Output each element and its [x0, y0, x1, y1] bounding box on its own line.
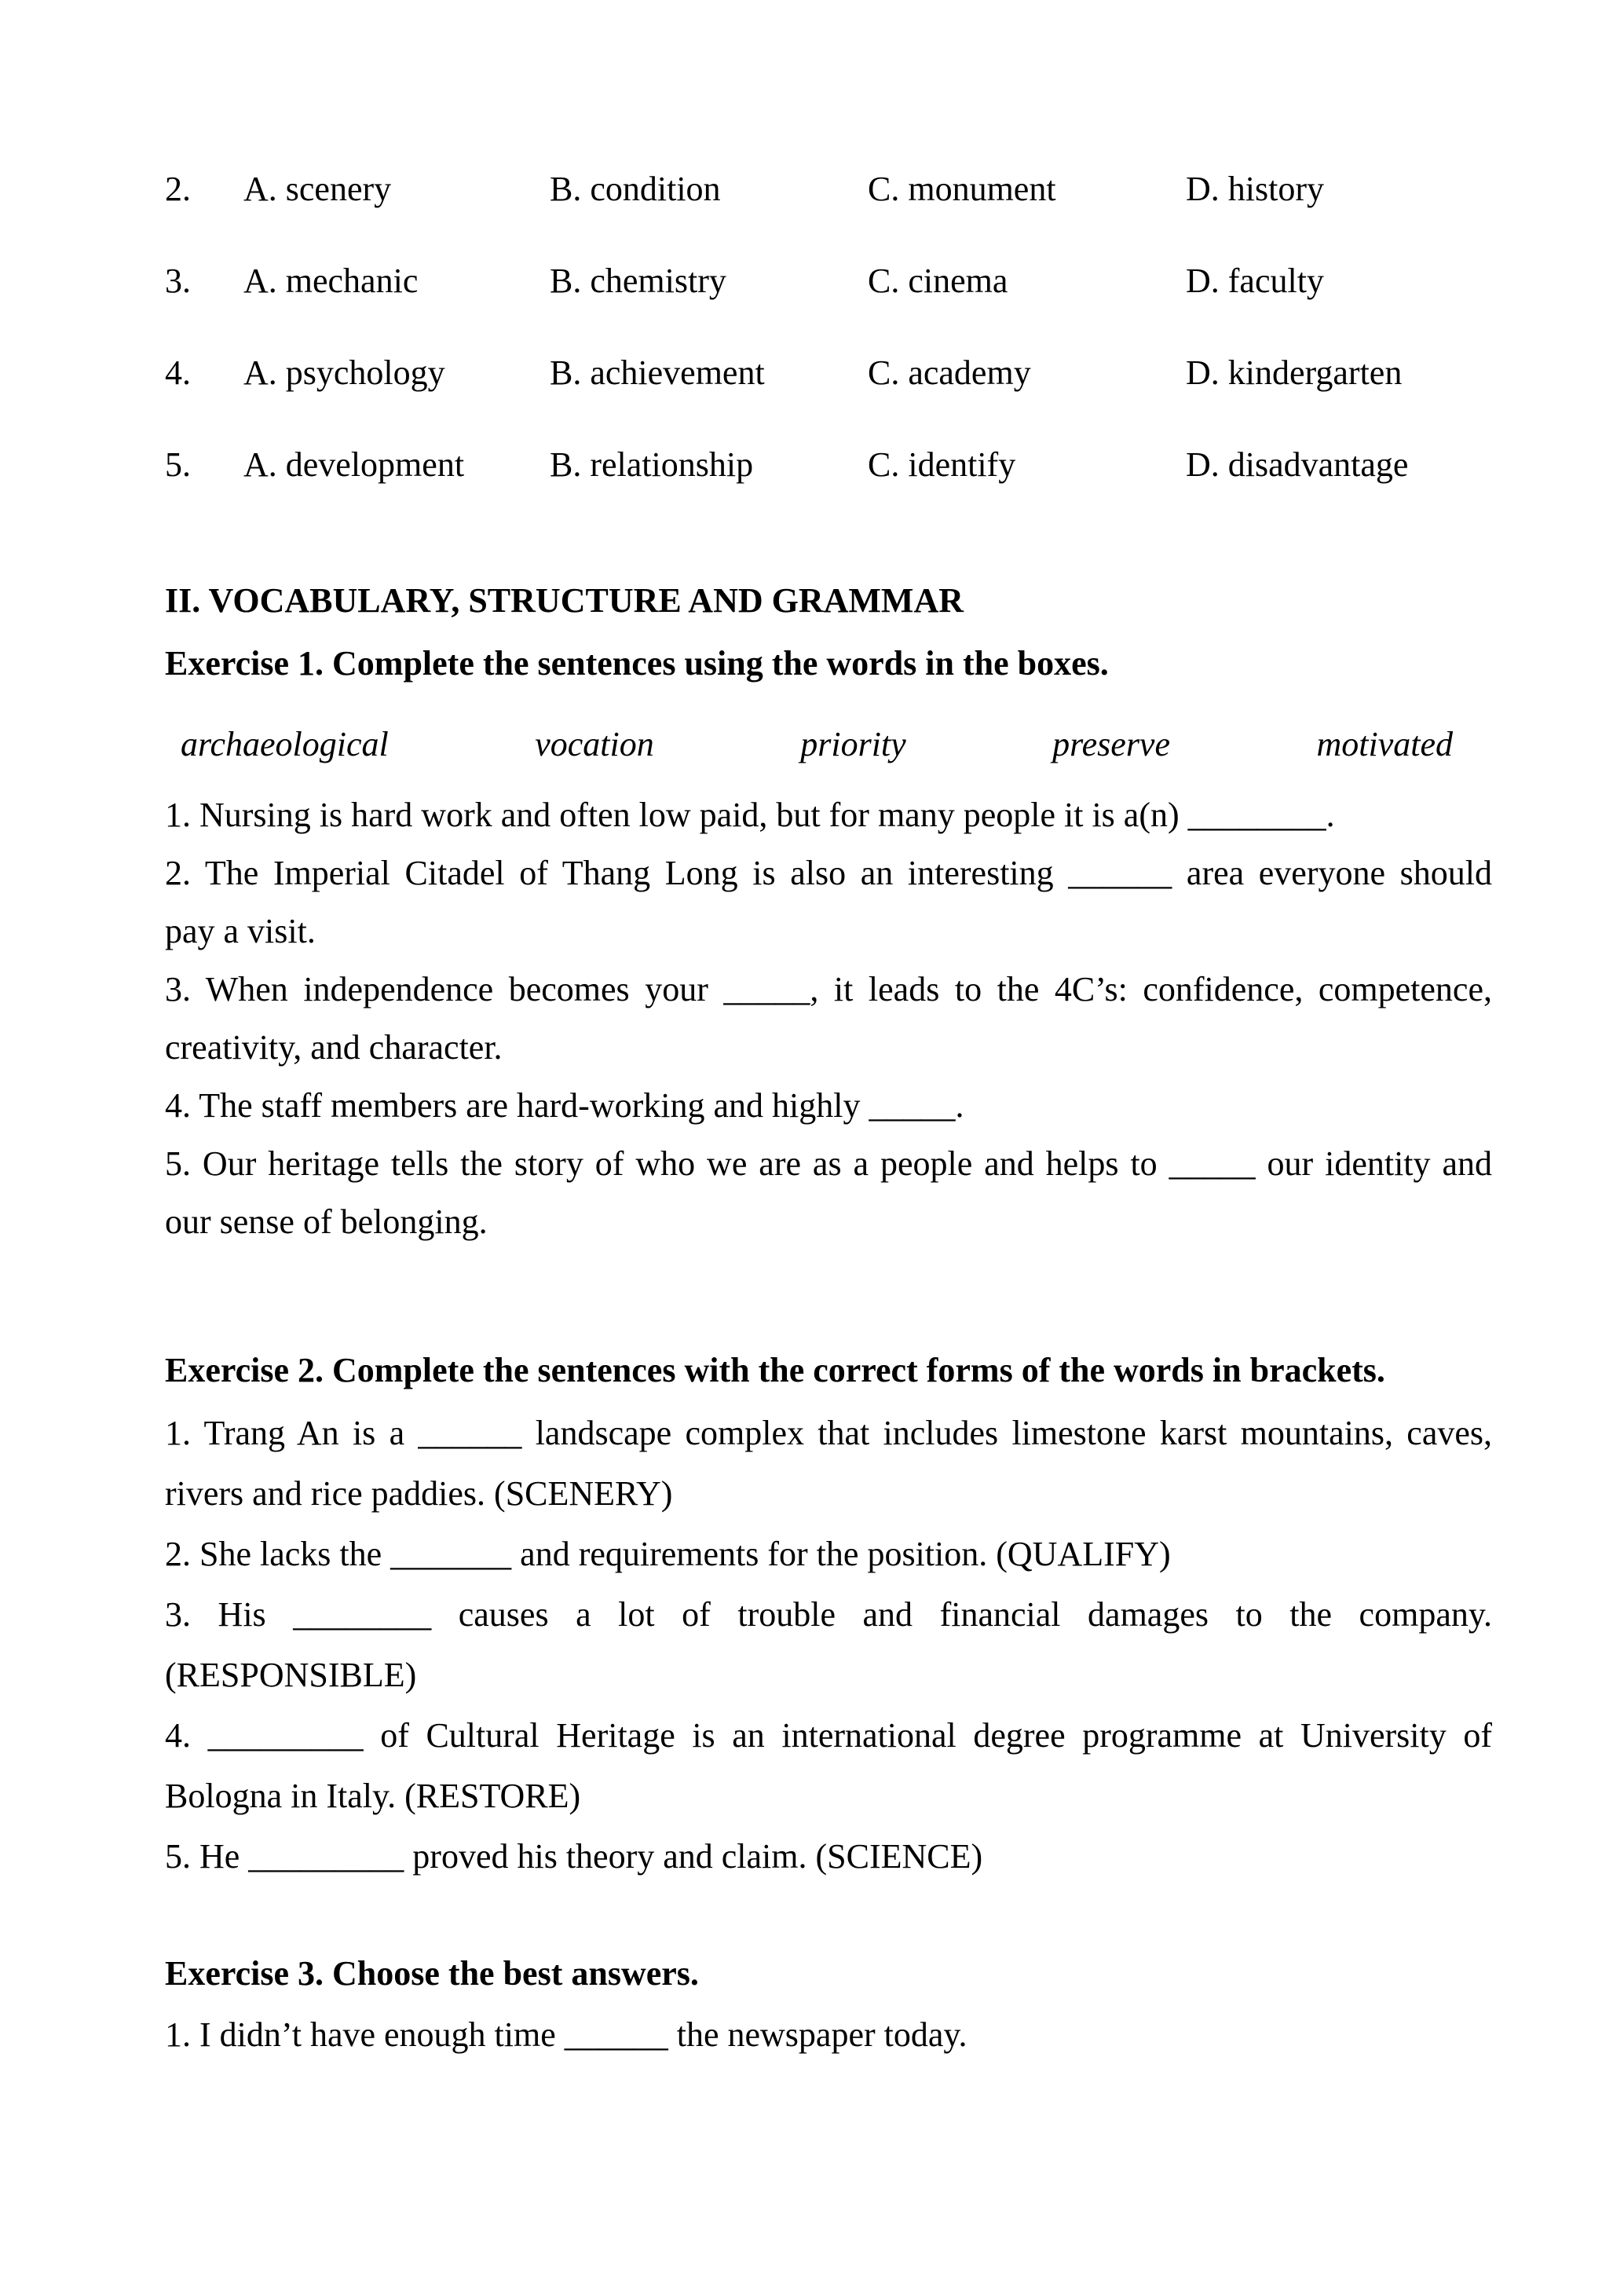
sentence-line: Bologna in Italy. (RESTORE) — [165, 1777, 581, 1815]
exercise2-sentences — [165, 1403, 1492, 1887]
option-d: D. kindergarten — [1186, 353, 1403, 392]
sentence-line: 5. Our heritage tells the story of who we are as a people and helps to _____ our identity and — [165, 1144, 1492, 1183]
option-d: D. history — [1186, 170, 1324, 208]
option-b: B. chemistry — [550, 262, 726, 300]
option-a: A. mechanic — [243, 262, 419, 300]
sentence-line: 4. _________ of Cultural Heritage is an international degree programme at University of — [165, 1716, 1492, 1755]
question-number: 3. — [165, 262, 191, 300]
exercise1-sentences — [165, 786, 1492, 1251]
sentence-line: 5. He _________ proved his theory and claim. (SCIENCE) — [165, 1837, 983, 1876]
exercise3-sentences — [165, 2004, 1492, 2065]
option-a: A. scenery — [243, 170, 392, 208]
sentence-line: 3. When independence becomes your _____, it leads to the 4C’s: confidence, competence, — [165, 970, 1492, 1008]
sentence-line: 3. His ________ causes a lot of trouble and financial damages to the company. — [165, 1595, 1492, 1634]
option-c: C. academy — [868, 353, 1031, 392]
exercise2-heading: Exercise 2. Complete the sentences with the correct forms of the words in brackets. — [165, 1351, 1385, 1389]
exercise1-heading: Exercise 1. Complete the sentences using the words in the boxes. — [165, 644, 1109, 683]
option-d: D. faculty — [1186, 262, 1324, 300]
section-title: II. VOCABULARY, STRUCTURE AND GRAMMAR — [165, 581, 964, 620]
word-bank — [165, 716, 1492, 773]
question-number: 4. — [165, 353, 191, 392]
word-bank-item: archaeological — [181, 725, 389, 763]
option-b: B. condition — [550, 170, 721, 208]
sentence-line: 2. The Imperial Citadel of Thang Long is also an interesting ______ area everyone should — [165, 854, 1492, 892]
sentence-line: (RESPONSIBLE) — [165, 1656, 417, 1694]
sentence-line: 1. Nursing is hard work and often low paid, but for many people it is a(n) ________. — [165, 796, 1335, 834]
option-d: D. disadvantage — [1186, 445, 1409, 484]
exercise3-heading: Exercise 3. Choose the best answers. — [165, 1954, 699, 1993]
sentence-line: 1. I didn’t have enough time ______ the newspaper today. — [165, 2015, 967, 2054]
sentence-line: creativity, and character. — [165, 1028, 503, 1067]
word-bank-item: vocation — [535, 725, 654, 763]
word-bank-item: motivated — [1316, 725, 1453, 763]
option-a: A. development — [243, 445, 465, 484]
question-number: 5. — [165, 445, 191, 484]
option-c: C. monument — [868, 170, 1056, 208]
pronunciation-row — [165, 345, 1492, 401]
sentence-line: rivers and rice paddies. (SCENERY) — [165, 1474, 673, 1513]
option-b: B. relationship — [550, 445, 754, 484]
sentence-line: 4. The staff members are hard-working and highly _____. — [165, 1086, 964, 1125]
sentence-line: 2. She lacks the _______ and requirements for the position. (QUALIFY) — [165, 1535, 1171, 1573]
pronunciation-row — [165, 437, 1492, 493]
word-bank-item: priority — [800, 725, 906, 763]
sentence-line: our sense of belonging. — [165, 1202, 488, 1241]
pronunciation-row — [165, 253, 1492, 309]
pronunciation-row — [165, 161, 1492, 218]
sentence-line: 1. Trang An is a ______ landscape complex that includes limestone karst mountains, caves, — [165, 1414, 1492, 1452]
option-a: A. psychology — [243, 353, 445, 392]
sentence-line: pay a visit. — [165, 912, 316, 950]
option-c: C. cinema — [868, 262, 1008, 300]
option-b: B. achievement — [550, 353, 765, 392]
question-number: 2. — [165, 170, 191, 208]
word-bank-item: preserve — [1052, 725, 1170, 763]
option-c: C. identify — [868, 445, 1016, 484]
